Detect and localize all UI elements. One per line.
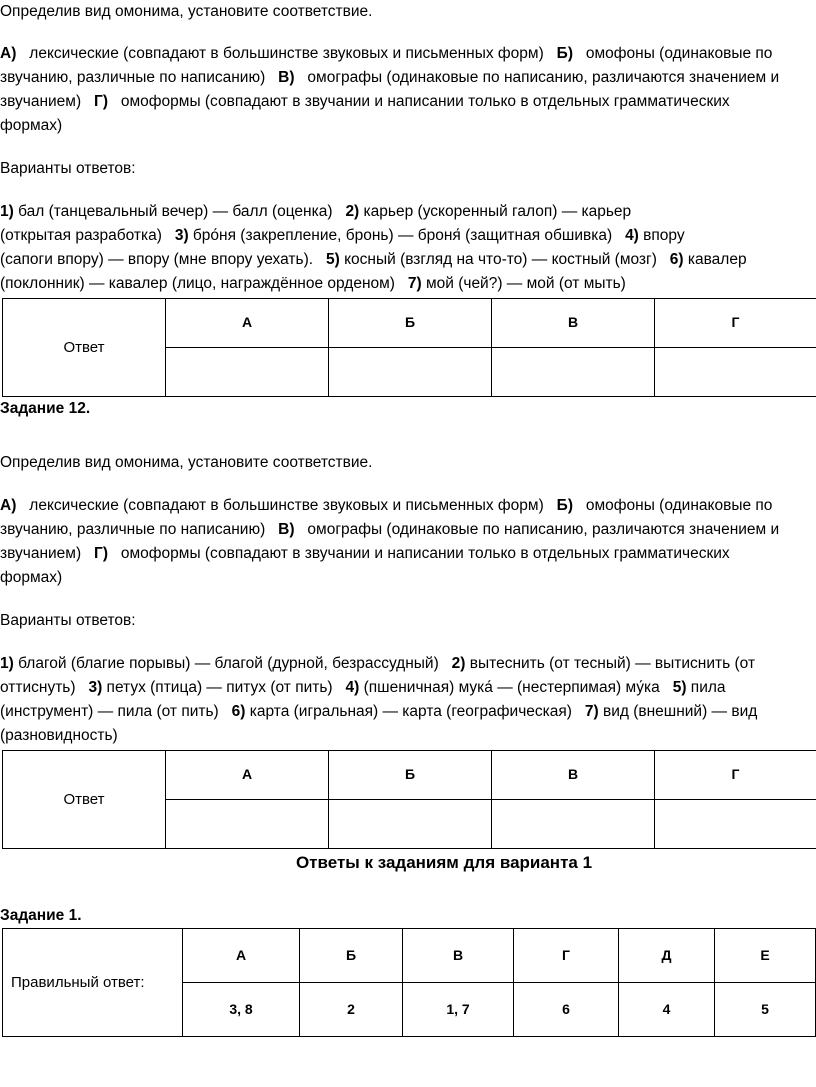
answer-value-b: 2 bbox=[300, 983, 403, 1037]
column-header-a: А bbox=[166, 751, 329, 800]
answer-label: Ответ bbox=[3, 299, 166, 397]
answer-value-e: 5 bbox=[715, 983, 816, 1037]
homonym-types-line-2: звучанию, различные по написанию) В) омографы (одинаковые по написанию, различаются значением и bbox=[0, 69, 780, 86]
answer-table-1 bbox=[2, 298, 816, 397]
homonym-types-line-4: формах) bbox=[0, 117, 63, 134]
answer-value-g: 6 bbox=[514, 983, 619, 1037]
variants-line-2: оттиснуть) 3) петух (птица) — питух (от пить) 4) (пшеничная) мука́ — (нестерпимая) му́ка 5) пила bbox=[0, 679, 726, 696]
column-header-v: В bbox=[403, 929, 514, 983]
column-header-v: В bbox=[492, 299, 655, 348]
variants-label: Варианты ответов: bbox=[0, 160, 136, 177]
answer-value-v: 1, 7 bbox=[403, 983, 514, 1037]
answer-table-2 bbox=[2, 750, 816, 849]
answer-cell-b[interactable] bbox=[329, 800, 492, 849]
answer-cell-v[interactable] bbox=[492, 800, 655, 849]
homonym-types-line-4: формах) bbox=[0, 569, 63, 586]
answer-key-table bbox=[2, 928, 816, 1037]
answer-label: Ответ bbox=[3, 751, 166, 849]
homonym-types-line-1: А) лексические (совпадают в большинстве звуковых и письменных форм) Б) омофоны (одинаковые по bbox=[0, 45, 773, 62]
instruction-text: Определив вид омонима, установите соответствие. bbox=[0, 454, 373, 471]
homonym-types-line-3: звучанием) Г) омоформы (совпадают в звучании и написании только в отдельных грамматических bbox=[0, 93, 730, 110]
column-header-d: Д bbox=[619, 929, 715, 983]
answer-cell-a[interactable] bbox=[166, 800, 329, 849]
column-header-g: Г bbox=[655, 299, 816, 348]
correct-answer-label: Правильный ответ: bbox=[3, 929, 183, 1037]
answer-value-d: 4 bbox=[619, 983, 715, 1037]
column-header-a: А bbox=[166, 299, 329, 348]
variants-line-1: 1) благой (благие порывы) — благой (дурной, безрассудный) 2) вытеснить (от тесный) — вытиснить (от bbox=[0, 655, 756, 672]
column-header-e: Е bbox=[715, 929, 816, 983]
task-12-title: Задание 12. bbox=[0, 400, 91, 417]
variants-line-3: (инструмент) — пила (от пить) 6) карта (игральная) — карта (географическая) 7) вид (внешний) — вид bbox=[0, 703, 758, 720]
answer-cell-a[interactable] bbox=[166, 348, 329, 397]
column-header-g: Г bbox=[655, 751, 816, 800]
column-header-b: Б bbox=[329, 751, 492, 800]
answer-cell-b[interactable] bbox=[329, 348, 492, 397]
variants-line-3: (сапоги впору) — впору (мне впору уехать). 5) косный (взгляд на что-то) — костный (мозг) 6) кавалер bbox=[0, 251, 747, 268]
column-header-b: Б bbox=[329, 299, 492, 348]
variants-line-2: (открытая разработка) 3) бро́ня (закрепление, бронь) — броня́ (защитная обшивка) 4) впору bbox=[0, 227, 685, 244]
column-header-b: Б bbox=[300, 929, 403, 983]
homonym-types-line-2: звучанию, различные по написанию) В) омографы (одинаковые по написанию, различаются значением и bbox=[0, 521, 780, 538]
answer-cell-g[interactable] bbox=[655, 348, 816, 397]
variants-label: Варианты ответов: bbox=[0, 612, 136, 629]
homonym-types-line-3: звучанием) Г) омоформы (совпадают в звучании и написании только в отдельных грамматических bbox=[0, 545, 730, 562]
variants-line-4: (разновидность) bbox=[0, 727, 118, 744]
task-1-title: Задание 1. bbox=[0, 907, 82, 924]
answer-value-a: 3, 8 bbox=[183, 983, 300, 1037]
instruction-text: Определив вид омонима, установите соответствие. bbox=[0, 3, 373, 20]
variants-line-4: (поклонник) — кавалер (лицо, награждённое орденом) 7) мой (чей?) — мой (от мыть) bbox=[0, 275, 626, 292]
column-header-a: А bbox=[183, 929, 300, 983]
column-header-v: В bbox=[492, 751, 655, 800]
column-header-g: Г bbox=[514, 929, 619, 983]
answer-cell-g[interactable] bbox=[655, 800, 816, 849]
variants-line-1: 1) бал (танцевальный вечер) — балл (оценка) 2) карьер (ускоренный галоп) — карьер bbox=[0, 203, 632, 220]
homonym-types-line-1: А) лексические (совпадают в большинстве звуковых и письменных форм) Б) омофоны (одинаковые по bbox=[0, 497, 773, 514]
answers-heading: Ответы к заданиям для варианта 1 bbox=[295, 853, 593, 872]
answer-cell-v[interactable] bbox=[492, 348, 655, 397]
